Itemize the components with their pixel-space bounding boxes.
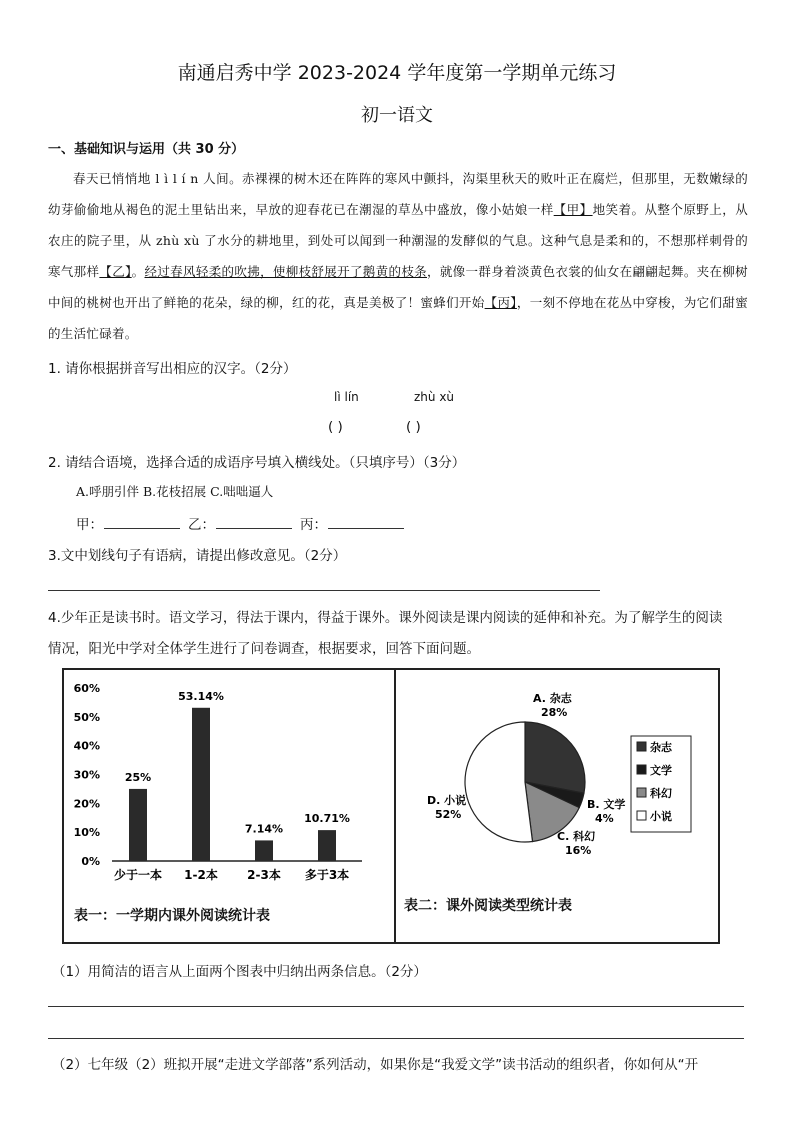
pinyin-1: lì lín [334, 390, 359, 404]
y-tick-label: 0% [81, 855, 100, 868]
question-4-line2: 情况，阳光中学对全体学生进行了问卷调查，根据要求，回答下面问题。 [48, 641, 480, 657]
question-3: 3.文中划线句子有语病，请提出修改意见。（2分） [48, 548, 347, 564]
pie-slice [465, 722, 533, 842]
pie-slice-percent: 52% [435, 808, 462, 821]
answer-line-q3[interactable] [48, 590, 600, 591]
idiom-options: A.呼朋引伴 B.花枝招展 C.咄咄逼人 [76, 484, 274, 499]
x-tick-label: 2-3本 [247, 868, 281, 882]
pie-slice-label: D. 小说 [427, 794, 467, 807]
legend-label: 科幻 [650, 787, 672, 800]
legend-swatch [637, 742, 646, 751]
legend-label: 杂志 [650, 741, 672, 754]
answer-line-sub1-a[interactable] [48, 1006, 744, 1007]
bar [192, 708, 210, 861]
legend-label: 小说 [650, 810, 672, 823]
y-tick-label: 20% [73, 797, 100, 811]
blank-jia: 【甲】 [553, 202, 593, 217]
answer-line-sub1-b[interactable] [48, 1038, 744, 1039]
bar [318, 830, 336, 861]
pinyin-2: zhù xù [414, 390, 455, 404]
label-jia: 甲： [76, 517, 103, 533]
y-tick-label: 10% [73, 826, 100, 840]
document-title: 南通启秀中学 2023-2024 学年度第一学期单元练习 [177, 62, 617, 84]
bar-data-label: 7.14% [244, 822, 284, 836]
underlined-sentence: 经过春风轻柔的吹拂，使柳枝舒展开了鹅黄的枝条 [144, 264, 427, 279]
bar-data-label: 10.71% [304, 812, 350, 826]
question-4-line1: 4.少年正是读书时。语文学习，得法于课内，得益于课外。课外阅读是课内阅读的延伸和补充。为了解学生的阅读 [48, 610, 723, 626]
pie-slice-label: B. 文学 [587, 798, 626, 811]
y-tick-label: 40% [73, 739, 100, 753]
passage-part4: ，就像一群身着淡黄色衣裳的仙女在翩翩起舞。夹在柳树中间的桃树也开出了鲜艳的花朵，绿的柳，红的花，真是美极了！蜜蜂们开始 [48, 264, 748, 310]
answer-line-yi[interactable] [216, 528, 292, 529]
blank-bing: 【丙】 [484, 295, 517, 310]
answer-line-bing[interactable] [328, 528, 404, 529]
legend-label: 文学 [650, 764, 672, 777]
bar [129, 789, 147, 861]
answer-paren-1[interactable]: ( ) [328, 419, 343, 435]
document-subtitle: 初一语文 [361, 105, 433, 126]
x-tick-label: 少于一本 [113, 868, 163, 882]
question-1: 1. 请你根据拼音写出相应的汉字。（2分） [48, 361, 297, 377]
pie-slice-percent: 4% [595, 812, 614, 825]
pie-slice-percent: 28% [541, 706, 568, 719]
legend-swatch [637, 765, 646, 774]
reading-passage [48, 163, 748, 349]
passage-part1: 春天已悄悄地 l ì l í n 人间。赤裸裸的树木还在阵阵的寒风中颤抖，沟渠里秋天的败叶正在腐烂，但那里，无数嫩绿的幼芽偷偷地从褐色的泥土里钻出来，早放的迎春花已在潮湿的草丛中盛放，像小姑娘一样 [48, 171, 748, 217]
y-tick-label: 60% [73, 682, 100, 695]
pie-slice-percent: 16% [565, 844, 592, 857]
y-tick-label: 30% [73, 768, 100, 782]
sub-question-2: （2）七年级（2）班拟开展“走进文学部落”系列活动，如果你是“我爱文学”读书活动的组织者，你如何从“开 [52, 1057, 699, 1073]
bar-data-label: 25% [124, 770, 152, 784]
sub-question-1: （1）用简洁的语言从上面两个图表中归纳出两条信息。（2分） [52, 964, 427, 980]
question-2: 2. 请结合语境，选择合适的成语序号填入横线处。（只填序号）（3分） [48, 455, 466, 471]
legend-swatch [637, 788, 646, 797]
legend-swatch [637, 811, 646, 820]
label-bing: 丙： [300, 517, 327, 533]
chart-divider [394, 668, 396, 944]
pie-slice-label: A. 杂志 [533, 692, 572, 705]
bar-chart [64, 670, 392, 940]
passage-part3: 。 [131, 264, 145, 279]
pie-slice-label: C. 科幻 [557, 830, 596, 843]
passage-part2: 地笑着。从整个原野上，从农庄的院子里，从 zhù xù 了水分的耕地里，到处可以闻到一种潮湿的发酵似的气息。这种气息是柔和的，不想那样刺骨的寒气那样 [48, 202, 749, 279]
pie-chart-caption: 表二：课外阅读类型统计表 [404, 898, 572, 914]
bar [255, 840, 273, 861]
bar-data-label: 53.14% [178, 689, 224, 703]
passage-part5: ，一刻不停地在花丛中穿梭，为它们甜蜜的生活忙碌着。 [48, 295, 748, 341]
blank-yi: 【乙】 [99, 264, 132, 279]
y-tick-label: 50% [73, 710, 100, 724]
label-yi: 乙： [188, 517, 215, 533]
answer-paren-2[interactable]: ( ) [406, 419, 421, 435]
x-tick-label: 多于3本 [304, 868, 350, 882]
section-heading: 一、基础知识与运用（共 30 分） [48, 142, 245, 157]
bar-chart-caption: 表一：一学期内课外阅读统计表 [74, 908, 270, 924]
pie-slice [525, 722, 585, 793]
x-tick-label: 1-2本 [184, 868, 218, 882]
answer-line-jia[interactable] [104, 528, 180, 529]
